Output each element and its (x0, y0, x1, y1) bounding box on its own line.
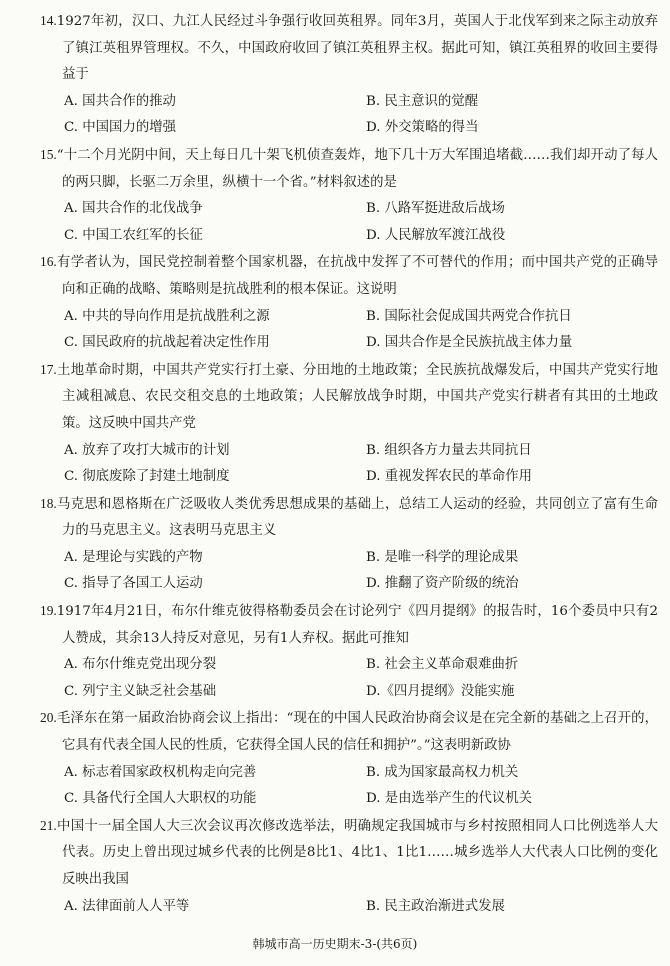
question (0, 491, 670, 598)
answer-option: A. 是理论与实践的产物 (64, 549, 203, 565)
answer-option: A. 法律面前人人平等 (64, 898, 190, 914)
answer-option: B. 民主意识的觉醒 (366, 93, 479, 109)
answer-option: C. 彻底废除了封建土地制度 (64, 469, 230, 485)
answer-option: B. 社会主义革命艰难曲折 (366, 657, 519, 673)
answer-option: B. 国际社会促成国共两党合作抗日 (366, 308, 572, 324)
question-stem (40, 598, 658, 652)
question-number: 14. (40, 13, 57, 28)
answer-option: D. 人民解放军渡江战役 (366, 227, 506, 243)
question-number: 16. (40, 254, 57, 270)
answer-option: A. 标志着国家政权机构走向完善 (64, 764, 257, 780)
question-number: 15. (40, 146, 57, 162)
question-text: 1927年初，汉口、九江人民经过斗争强行收回英租界。同年3月，英国人于北伐军到来之际主动放弃了镇江英租界管理权。不久，中国政府收回了镇江英租界主权。据此可知，镇江英租界的收回主要得益于 (56, 14, 658, 83)
question-text: 土地革命时期，中国共产党实行打土豪、分田地的土地政策；全民族抗战爆发后，中国共产党实行地主减租减息、农民交租交息的土地政策；人民解放战争时期，中国共产党实行耕者有其田的土地政策。这反映中国共产党 (56, 362, 658, 431)
answer-option: C. 中国工农红军的长征 (64, 227, 203, 243)
question-text: 1917年4月21日，布尔什维克彼得格勒委员会在讨论列宁《四月提纲》的报告时，16个委员中只有2人赞成，其余13人持反对意见，另有1人弃权。据此可推知 (56, 604, 658, 646)
answer-option: C. 指导了各国工人运动 (64, 576, 203, 592)
answer-options (64, 894, 670, 921)
question (0, 357, 670, 491)
answer-options (64, 438, 670, 491)
answer-option: D. 重视发挥农民的革命作用 (366, 469, 533, 485)
answer-option: D. 国共合作是全民族抗战主体力量 (366, 335, 573, 351)
answer-option: A. 国共合作的北伐战争 (64, 201, 203, 217)
question-stem (40, 705, 658, 759)
question (0, 249, 670, 356)
question-text: “十二个月光阴中间，天上每日几十架飞机侦查轰炸，地下几十万大军围追堵截……我们却开动了每人的两只脚，长驱二万余里，纵横十一个省。”材料叙述的是 (56, 147, 658, 190)
question-stem (40, 357, 658, 438)
question-stem (40, 8, 658, 89)
answer-option: C. 国民政府的抗战起着决定性作用 (64, 335, 270, 351)
question-list (0, 8, 670, 920)
answer-option: A. 中共的导向作用是抗战胜利之源 (64, 308, 270, 324)
question-text: 马克思和恩格斯在广泛吸收人类优秀思想成果的基础上，总结工人运动的经验，共同创立了富有生命力的马克思主义。这表明马克思主义 (56, 496, 658, 539)
answer-options (64, 652, 670, 705)
question-number: 18. (40, 495, 57, 511)
question (0, 813, 670, 920)
question-number: 21. (40, 817, 57, 833)
answer-option: B. 组织各方力量去共同抗日 (366, 442, 532, 458)
question-number: 19. (40, 603, 57, 619)
answer-option: B. 是唯一科学的理论成果 (366, 549, 519, 565)
question (0, 8, 670, 142)
question-stem (40, 813, 658, 894)
answer-options (64, 545, 670, 598)
answer-option: D. 推翻了资产阶级的统治 (366, 576, 519, 592)
question-stem (40, 491, 658, 545)
answer-option: B. 八路军挺进敌后战场 (366, 201, 505, 217)
answer-option: C. 中国国力的增强 (64, 120, 177, 136)
answer-option: D.《四月提纲》没能实施 (366, 683, 515, 699)
question-number: 20. (40, 710, 57, 726)
question (0, 142, 670, 249)
question (0, 598, 670, 705)
answer-options (64, 760, 670, 813)
answer-options (64, 304, 670, 357)
answer-option: D. 外交策略的得当 (366, 120, 479, 136)
question-text: 中国十一届全国人大三次会议再次修改选举法，明确规定我国城市与乡村按照相同人口比例选举人大代表。历史上曾出现过城乡代表的比例是8比1、4比1、1比1……城乡选举人大代表人口比例的变化反映出我国 (56, 818, 658, 887)
question (0, 705, 670, 812)
question-stem (40, 142, 658, 196)
answer-options (64, 196, 670, 249)
answer-option: C. 列宁主义缺乏社会基础 (64, 683, 217, 699)
answer-option: A. 放弃了攻打大城市的计划 (64, 442, 230, 458)
question-text: 有学者认为，国民党控制着整个国家机器，在抗战中发挥了不可替代的作用；而中国共产党的正确导向和正确的战略、策略则是抗战胜利的根本保证。这说明 (56, 255, 658, 297)
answer-option: A. 布尔什维克党出现分裂 (64, 657, 217, 673)
answer-option: B. 成为国家最高权力机关 (366, 764, 519, 780)
answer-option: A. 国共合作的推动 (64, 93, 176, 109)
page-footer: 韩城市高一历史期末-3-(共6页) (252, 937, 418, 951)
question-stem (40, 249, 658, 303)
question-text: 毛泽东在第一届政治协商会议上指出：“现在的中国人民政治协商会议是在完全新的基础之上召开的，它具有代表全国人民的性质，它获得全国人民的信任和拥护”。”这表明新政协 (56, 711, 658, 754)
answer-options (64, 89, 670, 142)
answer-option: D. 是由选举产生的代议机关 (366, 791, 533, 807)
answer-option: B. 民主政治渐进式发展 (366, 898, 505, 914)
answer-option: C. 具备代行全国人大职权的功能 (64, 791, 257, 807)
question-number: 17. (40, 361, 57, 377)
